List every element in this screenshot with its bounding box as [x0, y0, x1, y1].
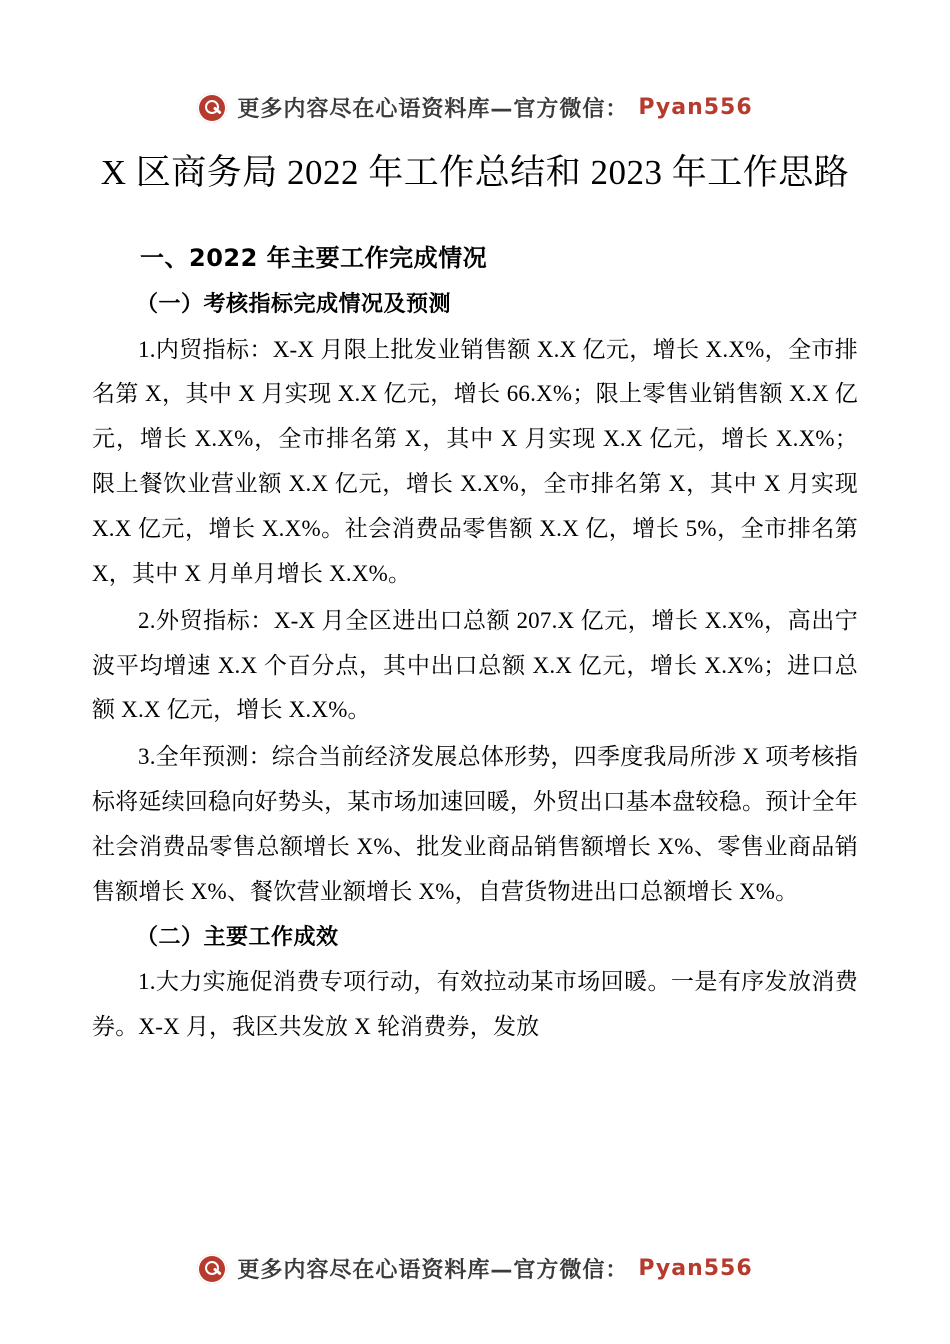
camera-lens-logo-icon [197, 93, 227, 123]
paragraph-consumption-promotion: 1.大力实施促消费专项行动，有效拉动某市场回暖。一是有序发放消费券。X-X 月，我区共发放 X 轮消费券，发放 [92, 969, 858, 1040]
watermark-wechat-id: Pyan556 [638, 1256, 753, 1281]
heading-subsection-two: （二）主要工作成效 [136, 924, 339, 950]
watermark-main-text: 更多内容尽在心语资料库—官方微信： [237, 97, 629, 122]
paragraph-foreign-trade: 2.外贸指标：X-X 月全区进出口总额 207.X 亿元，增长 X.X%，高出宁波平均增速 X.X 个百分点，其中出口总额 X.X 亿元，增长 X.X%；进口总额 X.X 亿元，增长 X.X%。 [92, 607, 858, 723]
watermark-wechat-id: Pyan556 [638, 95, 753, 120]
watermark-banner-bottom [0, 1253, 950, 1284]
page-title: X 区商务局 2022 年工作总结和 2023 年工作思路 [100, 153, 850, 192]
document-body [92, 236, 858, 1050]
paragraph-domestic-trade: 1.内贸指标：X-X 月限上批发业销售额 X.X 亿元，增长 X.X%，全市排名第 X，其中 X 月实现 X.X 亿元，增长 66.X%；限上零售业销售额 X.X 亿元，增长 X.X%，全市排名第 X，其中 X 月实现 X.X 亿元，增长 X.X%；限上餐饮业营业额 X.X 亿元，增长 X.X%，全市排名第 X，其中 X 月实现 X.X 亿元，增长 X.X%。社会消费品零售额 X.X 亿，增长 5%，全市排名第 X，其中 X 月单月增长 X.X%。 [92, 336, 858, 586]
paragraph-annual-forecast: 3.全年预测：综合当前经济发展总体形势，四季度我局所涉 X 项考核指标将延续回稳向好势头，某市场加速回暖，外贸出口基本盘较稳。预计全年社会消费品零售总额增长 X%、批发业商品销售额增长 X%、零售业商品销售额增长 X%、餐饮营业额增长 X%，自营货物进出口总额增长 X%。 [92, 744, 858, 904]
camera-lens-logo-icon [197, 1254, 227, 1284]
watermark-main-text: 更多内容尽在心语资料库—官方微信： [237, 1258, 629, 1283]
heading-subsection-one: （一）考核指标完成情况及预测 [136, 291, 452, 317]
heading-section-one: 一、2022 年主要工作完成情况 [140, 244, 488, 273]
watermark-banner-top [0, 92, 950, 123]
